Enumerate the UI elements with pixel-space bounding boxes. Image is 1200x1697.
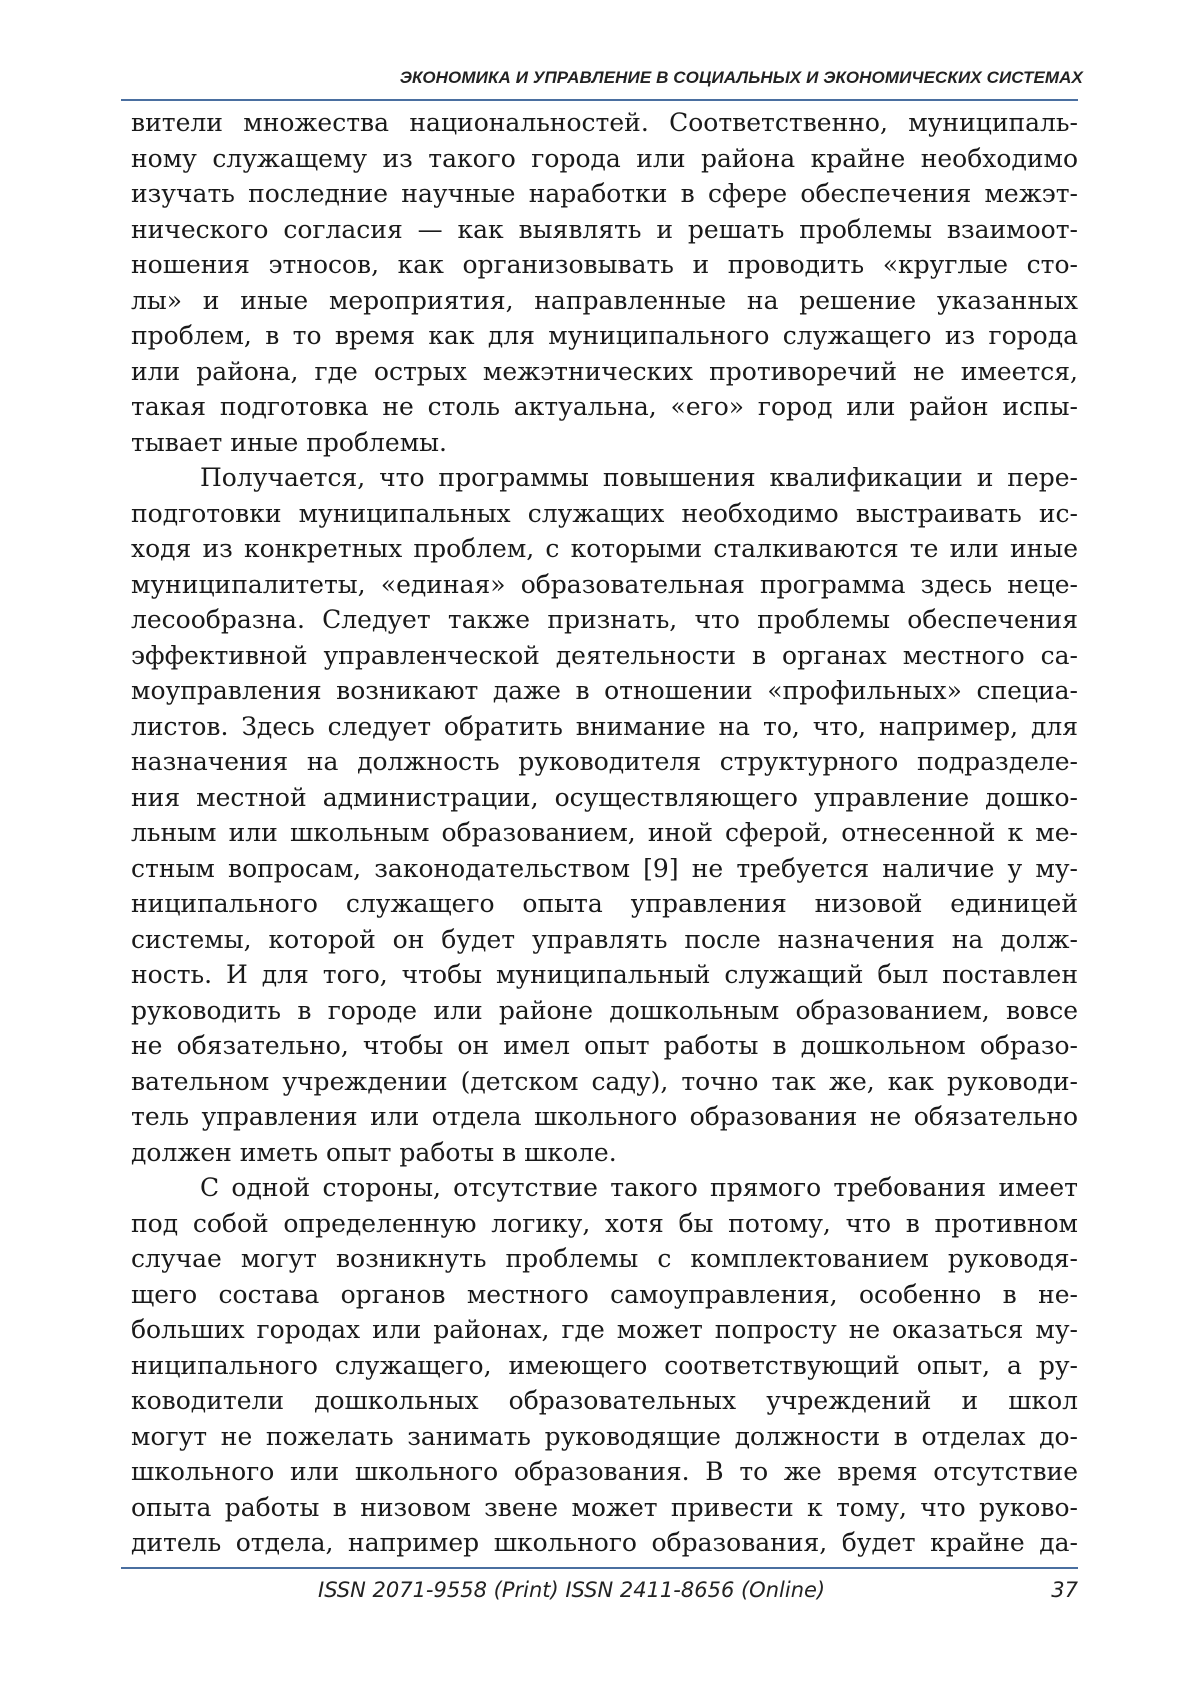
issn-footer: ISSN 2071-9558 (Print) ISSN 2411-8656 (Online)	[318, 1578, 825, 1602]
text-line: такая подготовка не столь актуальна, «его» город или район испы-	[131, 389, 1078, 425]
text-line: эффективной управленческой деятельности в органах местного са-	[131, 638, 1078, 674]
text-line: изучать последние научные наработки в сфере обеспечения межэт-	[131, 176, 1078, 212]
text-line: моуправления возникают даже в отношении «профильных» специа-	[131, 673, 1078, 709]
text-line: системы, которой он будет управлять после назначения на долж-	[131, 922, 1078, 958]
text-line: С одной стороны, отсутствие такого прямого требования имеет	[131, 1170, 1078, 1206]
text-line: щего состава органов местного самоуправления, особенно в не-	[131, 1277, 1078, 1313]
text-line: тель управления или отдела школьного образования не обязательно	[131, 1099, 1078, 1135]
text-line: случае могут возникнуть проблемы с комплектованием руководя-	[131, 1241, 1078, 1277]
text-line: должен иметь опыт работы в школе.	[131, 1135, 1078, 1171]
footer-divider	[121, 1567, 1078, 1569]
text-line: могут не пожелать занимать руководящие должности в отделах до-	[131, 1419, 1078, 1455]
text-line: или района, где острых межэтнических противоречий не имеется,	[131, 354, 1078, 390]
text-line: опыта работы в низовом звене может привести к тому, что руково-	[131, 1490, 1078, 1526]
text-line: назначения на должность руководителя структурного подразделе-	[131, 744, 1078, 780]
text-line: муниципалитеты, «единая» образовательная программа здесь неце-	[131, 567, 1078, 603]
text-line: ководители дошкольных образовательных учреждений и школ	[131, 1383, 1078, 1419]
text-line: ному служащему из такого города или района крайне необходимо	[131, 141, 1078, 177]
text-line: школьного или школьного образования. В то же время отсутствие	[131, 1454, 1078, 1490]
text-line: вательном учреждении (детском саду), точно так же, как руководи-	[131, 1064, 1078, 1100]
article-body	[131, 105, 1078, 1561]
text-line: ниципального служащего, имеющего соответствующий опыт, а ру-	[131, 1348, 1078, 1384]
text-line: подготовки муниципальных служащих необходимо выстраивать ис-	[131, 496, 1078, 532]
text-line: под собой определенную логику, хотя бы потому, что в противном	[131, 1206, 1078, 1242]
header-divider	[121, 99, 1078, 101]
text-line: лесообразна. Следует также признать, что проблемы обеспечения	[131, 602, 1078, 638]
page-number: 37	[1051, 1578, 1078, 1602]
text-line: листов. Здесь следует обратить внимание на то, что, например, для	[131, 709, 1078, 745]
text-line: ность. И для того, чтобы муниципальный служащий был поставлен	[131, 957, 1078, 993]
text-line: больших городах или районах, где может попросту не оказаться му-	[131, 1312, 1078, 1348]
text-line: льным или школьным образованием, иной сферой, отнесенной к ме-	[131, 815, 1078, 851]
text-line: лы» и иные мероприятия, направленные на решение указанных	[131, 283, 1078, 319]
journal-running-header: ЭКОНОМИКА И УПРАВЛЕНИЕ В СОЦИАЛЬНЫХ И ЭКОНОМИЧЕСКИХ СИСТЕМАХ	[400, 68, 1083, 88]
text-line: проблем, в то время как для муниципального служащего из города	[131, 318, 1078, 354]
text-line: руководить в городе или районе дошкольным образованием, вовсе	[131, 993, 1078, 1029]
paragraph-3	[131, 1170, 1078, 1561]
text-line: нического согласия — как выявлять и решать проблемы взаимоот-	[131, 212, 1078, 248]
text-line: вители множества национальностей. Соответственно, муниципаль-	[131, 105, 1078, 141]
text-line: дитель отдела, например школьного образования, будет крайне да-	[131, 1525, 1078, 1561]
text-line: ния местной администрации, осуществляющего управление дошко-	[131, 780, 1078, 816]
text-line: ходя из конкретных проблем, с которыми сталкиваются те или иные	[131, 531, 1078, 567]
text-line: тывает иные проблемы.	[131, 425, 1078, 461]
paragraph-1	[131, 105, 1078, 460]
text-line: ниципального служащего опыта управления низовой единицей	[131, 886, 1078, 922]
paragraph-2	[131, 460, 1078, 1170]
text-line: Получается, что программы повышения квалификации и пере-	[131, 460, 1078, 496]
text-line: стным вопросам, законодательством [9] не требуется наличие у му-	[131, 851, 1078, 887]
text-line: ношения этносов, как организовывать и проводить «круглые сто-	[131, 247, 1078, 283]
text-line: не обязательно, чтобы он имел опыт работы в дошкольном образо-	[131, 1028, 1078, 1064]
